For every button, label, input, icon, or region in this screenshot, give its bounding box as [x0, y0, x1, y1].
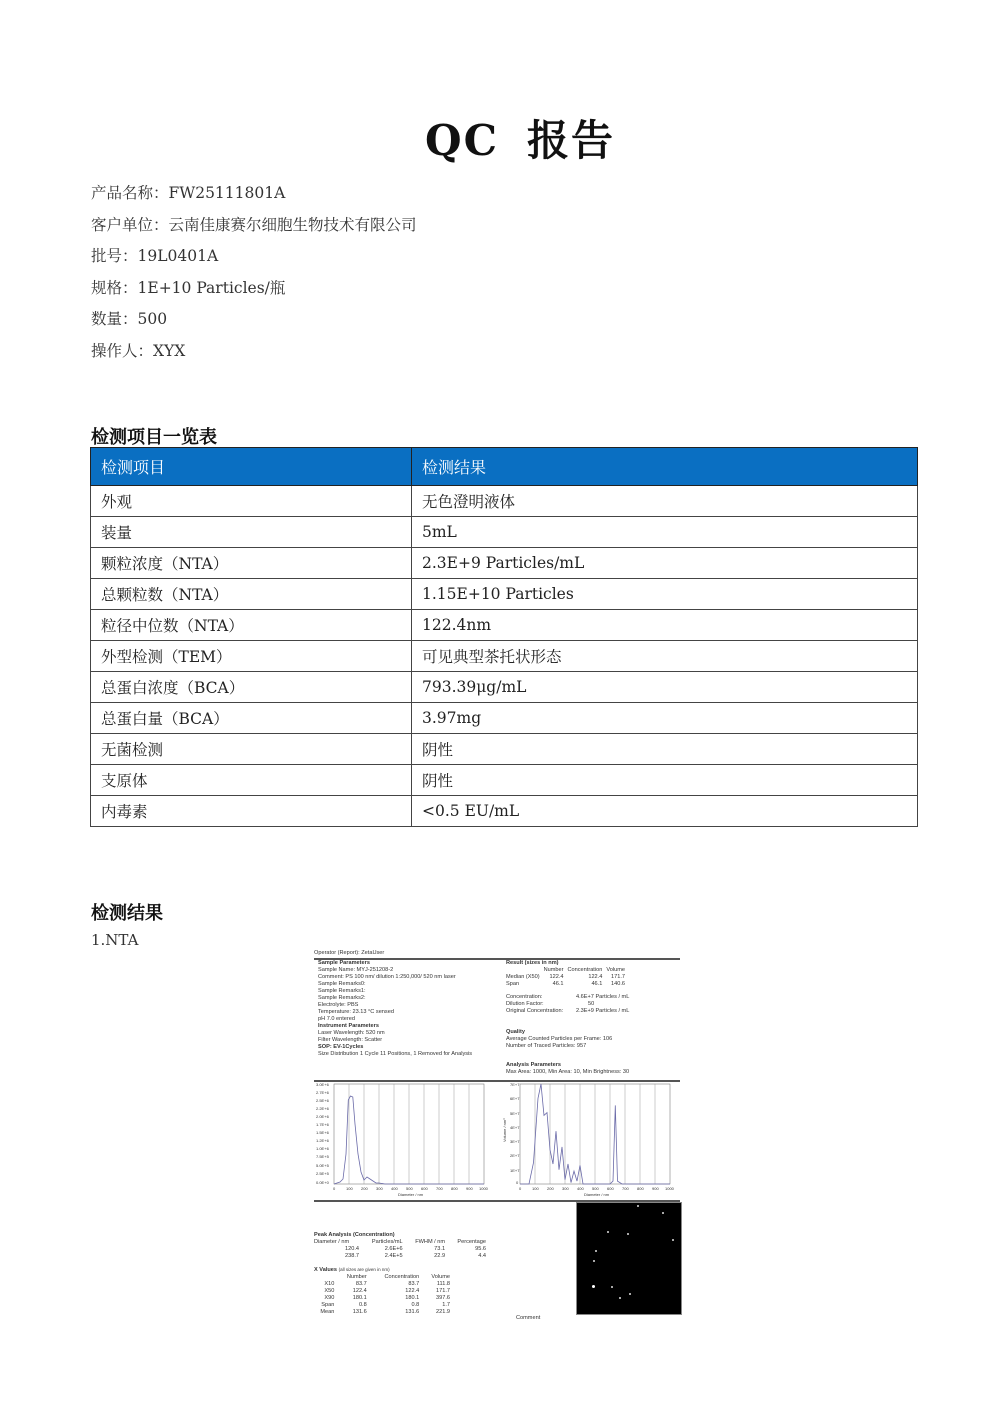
sample-line: Sample Remarks0: — [318, 981, 366, 987]
table-row — [91, 641, 918, 672]
col — [314, 1274, 338, 1281]
table-row — [91, 703, 918, 734]
report-title-main: 报告 — [527, 116, 616, 165]
cell: 111.8 — [436, 1281, 450, 1287]
svg-text:600: 600 — [421, 1186, 428, 1191]
column-header-result: 检测结果 — [412, 448, 918, 486]
meta-value: 19L0401A — [137, 247, 219, 265]
sample-parameters-heading: Sample Parameters — [318, 960, 370, 966]
svg-text:Volume / nm³: Volume / nm³ — [502, 1118, 507, 1142]
qc-items-table — [90, 447, 918, 827]
result-cell: 122.4nm — [412, 610, 918, 641]
col — [506, 967, 544, 974]
x-values-note: (all sizes are given in nm) — [338, 1267, 390, 1272]
result-block — [506, 960, 680, 1076]
svg-text:1000: 1000 — [665, 1186, 674, 1191]
cell: X10 — [324, 1281, 335, 1287]
meta-label: 客户单位： — [91, 215, 169, 234]
svg-text:500: 500 — [406, 1186, 413, 1191]
svg-text:1.2E+6: 1.2E+6 — [316, 1138, 329, 1143]
col: Number — [346, 1274, 367, 1280]
svg-text:3E+7: 3E+7 — [510, 1139, 520, 1144]
table-header-row — [91, 448, 918, 486]
cell: 122.4 — [588, 974, 603, 980]
instrument-parameters-heading: Instrument Parameters — [318, 1023, 379, 1029]
result-cell: <0.5 EU/mL — [412, 796, 918, 827]
svg-text:300: 300 — [562, 1186, 569, 1191]
sop-line: Size Distribution 1 Cycle 11 Positions, 1 Removed for Analysis — [318, 1051, 473, 1057]
svg-text:200: 200 — [547, 1186, 554, 1191]
cell: Mean — [320, 1309, 335, 1315]
svg-text:2.2E+6: 2.2E+6 — [316, 1106, 329, 1111]
table-row — [91, 548, 918, 579]
cell: 4.4 — [478, 1253, 486, 1259]
quality-heading: Quality — [506, 1029, 525, 1035]
item-cell: 支原体 — [91, 765, 412, 796]
sample-line: Sample Remarks2: — [318, 995, 366, 1001]
result-cell: 阴性 — [412, 734, 918, 765]
item-cell: 外观 — [91, 486, 412, 517]
table-row — [91, 734, 918, 765]
svg-text:900: 900 — [466, 1186, 473, 1191]
cell: 171.7 — [436, 1288, 450, 1294]
item-cell: 粒径中位数（NTA） — [91, 610, 412, 641]
dilution-label: Dilution Factor: — [506, 1001, 544, 1007]
cell: 46.1 — [591, 981, 603, 987]
svg-text:2.0E+6: 2.0E+6 — [316, 1114, 329, 1119]
comment-label: Comment — [516, 1315, 541, 1321]
cell: 0.8 — [411, 1302, 420, 1308]
peak-analysis — [314, 1232, 494, 1316]
svg-text:700: 700 — [622, 1186, 629, 1191]
sample-line: Electrolyte: PBS — [318, 1002, 359, 1008]
cell: 83.7 — [355, 1281, 367, 1287]
meta-label: 规格： — [91, 278, 138, 297]
cell: 95.6 — [475, 1246, 486, 1252]
cell: Span — [506, 981, 520, 987]
cell: 397.6 — [436, 1295, 450, 1301]
cell: 1.7 — [442, 1302, 450, 1308]
svg-text:7.5E+5: 7.5E+5 — [316, 1154, 329, 1159]
microscope-frame-image — [576, 1202, 682, 1315]
item-cell: 总蛋白浓度（BCA） — [91, 672, 412, 703]
sample-parameters — [318, 960, 508, 1058]
table-section-title: 检测项目一览表 — [91, 427, 217, 448]
instrument-line: Filter Wavelength: Scatter — [318, 1037, 383, 1043]
sop-heading: SOP: EV-1Cycles — [318, 1044, 364, 1050]
table-row — [91, 610, 918, 641]
cell: 83.7 — [408, 1281, 420, 1287]
svg-text:200: 200 — [361, 1186, 368, 1191]
cell: 0.8 — [358, 1302, 367, 1308]
svg-text:800: 800 — [451, 1186, 458, 1191]
cell: 180.1 — [405, 1295, 420, 1301]
table-row — [91, 765, 918, 796]
svg-text:1E+7: 1E+7 — [510, 1168, 520, 1173]
svg-text:6E+7: 6E+7 — [510, 1096, 520, 1101]
table-row — [91, 796, 918, 827]
col: Volume — [431, 1274, 450, 1280]
cell: 2.6E+6 — [384, 1246, 403, 1252]
report-title-prefix: QC — [424, 116, 499, 165]
sample-line: Comment: PS 100 nm/ dilution 1:250,000/ 520 nm laser — [318, 974, 456, 980]
svg-text:5.0E+5: 5.0E+5 — [316, 1163, 329, 1168]
table-row — [91, 486, 918, 517]
svg-text:1.7E+6: 1.7E+6 — [316, 1122, 329, 1127]
dilution-value: 50 — [588, 1001, 595, 1007]
result-cell: 3.97mg — [412, 703, 918, 734]
meta-value: 500 — [137, 310, 168, 328]
sample-line: pH 7.0 entered — [318, 1016, 356, 1022]
concentration-label: Concentration: — [506, 994, 543, 1000]
svg-text:600: 600 — [607, 1186, 614, 1191]
cell: 120.4 — [345, 1246, 360, 1252]
svg-text:1.5E+6: 1.5E+6 — [316, 1130, 329, 1135]
cell: X50 — [324, 1288, 335, 1294]
peak-analysis-heading: Peak Analysis (Concentration) — [314, 1232, 395, 1238]
meta-product-name — [91, 178, 417, 210]
svg-text:0: 0 — [519, 1186, 522, 1191]
nta-operator: Operator (Report): ZetaUser — [314, 950, 385, 956]
item-cell: 总颗粒数（NTA） — [91, 579, 412, 610]
item-cell: 颗粒浓度（NTA） — [91, 548, 412, 579]
svg-text:400: 400 — [577, 1186, 584, 1191]
svg-text:0: 0 — [516, 1180, 519, 1185]
svg-text:2.5E+6: 2.5E+6 — [316, 1098, 329, 1103]
col: Diameter / nm — [314, 1239, 350, 1245]
cell: 2.4E+5 — [384, 1253, 403, 1259]
result-cell: 可见典型茶托状形态 — [412, 641, 918, 672]
sample-line: Temperature: 23.13 °C sensed — [318, 1009, 394, 1015]
cell: 221.9 — [436, 1309, 450, 1315]
col: Concentration — [384, 1274, 420, 1280]
svg-text:2.7E+6: 2.7E+6 — [316, 1090, 329, 1095]
cell: X90 — [324, 1295, 335, 1301]
result-table — [506, 967, 629, 988]
cell: Median (X50) — [506, 974, 540, 980]
result-cell: 5mL — [412, 517, 918, 548]
meta-spec — [91, 273, 417, 305]
table-row — [91, 579, 918, 610]
cell: 131.6 — [405, 1309, 420, 1315]
cell: 140.6 — [611, 981, 625, 987]
svg-text:0: 0 — [333, 1186, 336, 1191]
col: Percentage — [457, 1239, 486, 1245]
svg-text:100: 100 — [532, 1186, 539, 1191]
column-header-item: 检测项目 — [91, 448, 412, 486]
meta-label: 操作人： — [91, 341, 154, 360]
concentration-value: 4.6E+7 Particles / mL — [576, 994, 630, 1000]
cell: 122.4 — [405, 1288, 420, 1294]
meta-value: 1E+10 Particles/瓶 — [137, 278, 286, 297]
table-row — [91, 517, 918, 548]
result-cell: 阴性 — [412, 765, 918, 796]
svg-text:1.0E+6: 1.0E+6 — [316, 1146, 329, 1151]
nta-report-image — [314, 950, 680, 1330]
cell: 171.7 — [611, 974, 625, 980]
svg-text:500: 500 — [592, 1186, 599, 1191]
cell: 46.1 — [552, 981, 564, 987]
analysis-parameters-line: Max Area: 1000, Min Area: 10, Min Brightness: 30 — [506, 1069, 630, 1075]
cell: 122.4 — [549, 974, 564, 980]
original-concentration-value: 2.3E+9 Particles / mL — [576, 1008, 630, 1014]
meta-label: 数量： — [91, 310, 138, 328]
result-heading: Result (sizes in nm) — [506, 960, 559, 966]
cell: 22.9 — [434, 1253, 446, 1259]
cell: 180.1 — [352, 1295, 367, 1301]
item-cell: 外型检测（TEM） — [91, 641, 412, 672]
item-cell: 装量 — [91, 517, 412, 548]
svg-text:900: 900 — [652, 1186, 659, 1191]
meta-quantity — [91, 304, 417, 336]
volume-distribution-chart — [500, 1082, 680, 1198]
svg-text:0.0E+0: 0.0E+0 — [316, 1180, 329, 1185]
svg-text:4E+7: 4E+7 — [510, 1125, 520, 1130]
meta-operator — [91, 336, 417, 368]
item-cell: 内毒素 — [91, 796, 412, 827]
result-cell: 无色澄明液体 — [412, 486, 918, 517]
meta-label: 批号： — [91, 247, 138, 265]
svg-text:Diameter / nm: Diameter / nm — [584, 1192, 610, 1197]
item-cell: 总蛋白量（BCA） — [91, 703, 412, 734]
svg-text:800: 800 — [637, 1186, 644, 1191]
concentration-distribution-chart — [314, 1082, 494, 1198]
col: Concentration — [567, 967, 603, 973]
meta-value: FW25111801A — [168, 184, 286, 202]
svg-text:Diameter / nm: Diameter / nm — [398, 1192, 424, 1197]
results-subtitle-nta: 1.NTA — [91, 931, 139, 949]
table-row — [91, 672, 918, 703]
svg-text:700: 700 — [436, 1186, 443, 1191]
meta-value: XYX — [153, 341, 186, 360]
instrument-line: Laser Wavelength: 520 nm — [318, 1030, 385, 1036]
col: Volume — [606, 967, 625, 973]
sample-line: Sample Remarks1: — [318, 988, 366, 994]
cell: 131.6 — [352, 1309, 367, 1315]
result-cell: 2.3E+9 Particles/mL — [412, 548, 918, 579]
meta-label: 产品名称： — [91, 184, 169, 202]
report-title — [0, 108, 1000, 168]
cell: 238.7 — [345, 1253, 360, 1259]
result-cell: 793.39μg/mL — [412, 672, 918, 703]
x-values-table — [314, 1274, 454, 1316]
cell: 122.4 — [352, 1288, 367, 1294]
svg-text:2E+7: 2E+7 — [510, 1153, 520, 1158]
sample-line: Sample Name: MYJ-251208-2 — [318, 967, 394, 973]
svg-text:400: 400 — [391, 1186, 398, 1191]
item-cell: 无菌检测 — [91, 734, 412, 765]
meta-batch — [91, 241, 417, 273]
result-cell: 1.15E+10 Particles — [412, 579, 918, 610]
col: Particles/mL — [371, 1239, 403, 1245]
svg-text:300: 300 — [376, 1186, 383, 1191]
svg-text:2.5E+5: 2.5E+5 — [316, 1171, 329, 1176]
svg-text:5E+7: 5E+7 — [510, 1111, 520, 1116]
quality-line: Number of Traced Particles: 957 — [506, 1043, 587, 1049]
peak-analysis-table — [314, 1239, 490, 1260]
results-section-title: 检测结果 — [91, 903, 163, 924]
quality-line: Average Counted Particles per Frame: 106 — [506, 1036, 613, 1042]
col: FWHM / nm — [415, 1239, 446, 1245]
svg-text:100: 100 — [346, 1186, 353, 1191]
cell: Span — [321, 1302, 335, 1308]
product-meta — [91, 178, 417, 367]
col: Number — [543, 967, 564, 973]
meta-customer — [91, 210, 417, 242]
svg-text:7E+7: 7E+7 — [510, 1082, 520, 1087]
svg-text:3.0E+6: 3.0E+6 — [316, 1082, 329, 1087]
svg-text:1000: 1000 — [479, 1186, 488, 1191]
x-values-heading: X Values — [314, 1267, 338, 1273]
meta-value: 云南佳康赛尔细胞生物技术有限公司 — [168, 215, 417, 234]
cell: 73.1 — [434, 1246, 446, 1252]
original-concentration-label: Original Concentration: — [506, 1008, 564, 1014]
analysis-parameters-heading: Analysis Parameters — [506, 1062, 562, 1068]
